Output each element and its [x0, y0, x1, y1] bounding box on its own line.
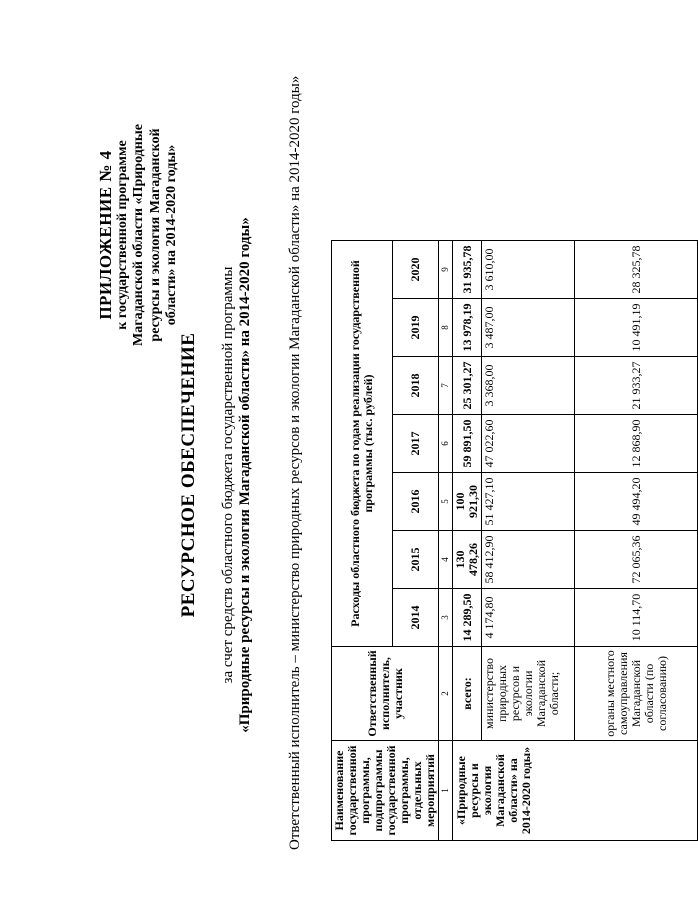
value-cell: 10 491,19 [575, 299, 698, 357]
document-subtitle [220, 195, 254, 755]
value-cell: 3 368,00 [482, 357, 575, 415]
value-cell: 25 301,27 [453, 357, 482, 415]
year-cell: 2014 [393, 589, 439, 647]
col1-header: Наименование государственной программы, подпрограммы государственной программы, отдельных мероприятий [332, 741, 439, 841]
year-cell: 2019 [393, 299, 439, 357]
value-cell: 21 933,27 [575, 357, 698, 415]
column-number: 8 [439, 299, 453, 357]
year-cell: 2020 [393, 241, 439, 299]
appendix-line: к государственной программе [114, 140, 130, 330]
column-number: 4 [439, 531, 453, 589]
value-cell: 13 978,19 [453, 299, 482, 357]
column-number: 6 [439, 415, 453, 473]
expenses-header: Расходы областного бюджета по годам реализации государственной программы (тыс. рублей) [332, 241, 393, 647]
value-cell: 59 891,50 [453, 415, 482, 473]
subtitle-line-1: за счет средств областного бюджета государственной программы [220, 266, 236, 684]
resource-table [331, 240, 698, 841]
value-cell: 58 412,90 [482, 531, 575, 589]
value-cell: 49 494,20 [575, 473, 698, 531]
year-cell: 2015 [393, 531, 439, 589]
row-label: органы местного самоуправления Магаданской области (по согласованию) [575, 647, 698, 741]
value-cell: 28 325,78 [575, 241, 698, 299]
value-cell: 3 487,00 [482, 299, 575, 357]
program-name: «Природные ресурсы и экология Магаданской области» на 2014-2020 годы» [453, 741, 698, 841]
value-cell: 4 174,80 [482, 589, 575, 647]
appendix-header [98, 110, 181, 360]
year-cell: 2018 [393, 357, 439, 415]
column-number: 3 [439, 589, 453, 647]
subtitle-line-2: «Природные ресурсы и экология Магаданской области» на 2014-2020 годы» [237, 217, 253, 733]
document-title: РЕСУРСНОЕ ОБЕСПЕЧЕНИЕ [178, 332, 199, 618]
value-cell: 12 868,90 [575, 415, 698, 473]
value-cell: 100 921,30 [453, 473, 482, 531]
value-cell: 14 289,50 [453, 589, 482, 647]
value-cell: 31 935,78 [453, 241, 482, 299]
col2-header: Ответственный исполнитель, участник [332, 647, 439, 741]
responsible-executor: Ответственный исполнитель – министерство природных ресурсов и экологии Магаданской области» на 2014-2020 годы» [287, 75, 303, 850]
appendix-line: области» на 2014-2020 годы» [164, 144, 179, 326]
column-number: 5 [439, 473, 453, 531]
value-cell: 47 022,60 [482, 415, 575, 473]
column-number: 7 [439, 357, 453, 415]
appendix-line: ресурсы и экология Магаданской [147, 128, 163, 342]
value-cell: 3 610,00 [482, 241, 575, 299]
appendix-number: ПРИЛОЖЕНИЕ № 4 [96, 150, 115, 320]
year-cell: 2016 [393, 473, 439, 531]
column-number: 2 [439, 647, 453, 741]
value-cell: 51 427,10 [482, 473, 575, 531]
value-cell: 72 065,36 [575, 531, 698, 589]
table-row-total [453, 241, 482, 841]
row-label: всего: [453, 647, 482, 741]
column-numbers-row [439, 241, 453, 841]
column-number: 9 [439, 241, 453, 299]
value-cell: 10 114,70 [575, 589, 698, 647]
header-row [332, 241, 393, 841]
row-label: министерство природных ресурсов и экологии Магаданской области; [482, 647, 575, 741]
appendix-line: Магаданской области «Природные [131, 124, 146, 346]
column-number: 1 [439, 741, 453, 841]
year-cell: 2017 [393, 415, 439, 473]
value-cell: 130 478,26 [453, 531, 482, 589]
